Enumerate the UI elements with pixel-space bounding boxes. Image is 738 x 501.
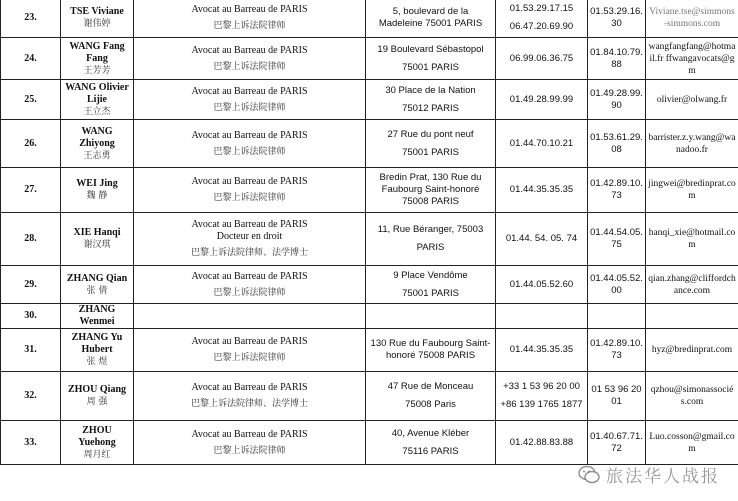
name-latin: ZHOU Yuehong: [78, 424, 116, 448]
email-address: olivier@olwang.fr: [656, 94, 728, 105]
address-line: PARIS: [416, 242, 445, 253]
title-cell: [134, 266, 366, 304]
fax-number: 01 53 96 20 01: [591, 384, 642, 407]
row-number: 31.: [24, 344, 37, 355]
address-line: 130 Rue du Faubourg Saint-honoré 75008 PARIS: [370, 338, 491, 361]
title-cell: [134, 0, 366, 38]
fax-cell: [588, 213, 646, 266]
address-line: 75008 Paris: [405, 399, 456, 410]
title-line-chinese: 巴黎上诉法院律师: [213, 61, 286, 72]
title-line-chinese: 巴黎上诉法院律师: [213, 102, 286, 113]
title-line: Avocat au Barreau de PARIS: [191, 219, 308, 230]
title-line-chinese: 巴黎上诉法院律师: [213, 353, 286, 363]
name-latin: ZHANG Yu Hubert: [71, 332, 123, 355]
title-line-chinese: 巴黎上诉法院律师、法学博士: [190, 399, 308, 409]
phone-cell: [496, 213, 588, 266]
title-cell: [134, 372, 366, 421]
fax-number: 01.53.29.16.30: [590, 6, 643, 29]
row-number-cell: [1, 372, 61, 421]
phone-number: 01.44. 54. 05. 74: [505, 233, 578, 244]
address-line: 75001 PARIS: [402, 61, 459, 73]
email-cell: [646, 80, 738, 120]
row-number: 28.: [24, 233, 37, 244]
name-latin: ZHANG Wenmei: [78, 304, 116, 327]
email-address: Luo.cosson@gmail.com: [649, 431, 735, 454]
name-cell: [61, 80, 134, 120]
address-line: Bredin Prat, 130 Rue du Faubourg Saint-honoré: [379, 172, 482, 195]
fax-number: 01.44.54.05.75: [590, 227, 643, 250]
address-line: 47 Rue de Monceau: [387, 381, 474, 392]
email-address: Viviane.tse@simmons-simmons.com: [649, 7, 735, 29]
phone-number: 01.44.35.35.35: [509, 184, 574, 195]
table-row: [1, 0, 738, 38]
name-cell: [61, 266, 134, 304]
row-number-cell: [1, 80, 61, 120]
phone-cell: [496, 329, 588, 372]
wechat-icon: [578, 465, 600, 485]
address-line: 40, Avenue Kléber: [391, 427, 470, 439]
title-line: Avocat au Barreau de PARIS: [191, 382, 308, 393]
row-number-cell: [1, 266, 61, 304]
row-number: 30.: [24, 310, 37, 321]
name-cell: [61, 329, 134, 372]
phone-cell: [496, 266, 588, 304]
fax-cell: [588, 38, 646, 80]
email-address: jingwei@bredinprat.com: [648, 179, 736, 201]
address-cell: [366, 0, 496, 38]
title-line: Avocat au Barreau de PARIS: [191, 85, 308, 97]
name-latin: WANG Olivier Lijie: [65, 81, 129, 105]
table-row: [1, 329, 738, 372]
table-row: [1, 120, 738, 168]
title-line-chinese: 巴黎上诉法院律师: [213, 146, 286, 157]
table-row: [1, 38, 738, 80]
address-cell: [366, 213, 496, 266]
fax-number: 01.42.89.10.73: [590, 178, 643, 201]
fax-number: 01.40.67.71.72: [590, 430, 643, 454]
email-cell: [646, 372, 738, 421]
row-number-cell: [1, 168, 61, 213]
row-number-cell: [1, 120, 61, 168]
phone-cell: [496, 0, 588, 38]
phone-number: +33 1 53 96 20 00: [503, 381, 580, 392]
title-line: Avocat au Barreau de PARIS: [191, 129, 308, 141]
row-number: 24.: [24, 52, 37, 64]
email-cell: [646, 168, 738, 213]
phone-cell: [496, 168, 588, 213]
fax-number: 01.84.10.79.88: [590, 46, 643, 70]
row-number-cell: [1, 38, 61, 80]
phone-number: 01.44.35.35.35: [509, 344, 574, 355]
address-cell: [366, 266, 496, 304]
address-cell: [366, 120, 496, 168]
name-chinese: 魏 静: [86, 191, 108, 201]
address-line: 30 Place de la Nation: [385, 84, 476, 96]
email-cell: [646, 213, 738, 266]
email-cell: [646, 38, 738, 80]
phone-cell: [496, 372, 588, 421]
name-cell: [61, 213, 134, 266]
email-cell: [646, 421, 738, 465]
address-line: 9 Place Vendôme: [393, 269, 468, 281]
fax-cell: [588, 372, 646, 421]
name-chinese: 周 强: [86, 397, 108, 407]
title-cell: [134, 168, 366, 213]
row-number: 29.: [24, 278, 37, 290]
fax-cell: [588, 304, 646, 329]
table-row: [1, 266, 738, 304]
row-number-cell: [1, 304, 61, 329]
name-chinese: 王志勇: [83, 150, 111, 161]
title-cell: [134, 80, 366, 120]
email-address: qian.zhang@cliffordchance.com: [648, 273, 736, 296]
title-cell: [134, 213, 366, 266]
row-number-cell: [1, 421, 61, 465]
fax-number: 01.49.28.99.90: [590, 87, 643, 111]
phone-number: 01.44.70.10.21: [509, 137, 574, 149]
address-line: Madeleine 75001 PARIS: [378, 18, 483, 29]
fax-cell: [588, 120, 646, 168]
name-cell: [61, 372, 134, 421]
fax-number: 01.42.89.10.73: [590, 338, 643, 361]
title-line: Avocat au Barreau de PARIS: [191, 270, 308, 282]
phone-number: 06.47.20.69.90: [509, 21, 574, 32]
phone-cell: [496, 80, 588, 120]
title-cell: [134, 421, 366, 465]
email-address: wangfangfang@hotmail.fr ffwangavocats@gm: [648, 41, 736, 76]
phone-cell: [496, 304, 588, 329]
fax-cell: [588, 329, 646, 372]
phone-number: +86 139 1765 1877: [500, 399, 583, 410]
address-line: 11, Rue Béranger, 75003: [377, 224, 484, 235]
email-cell: [646, 329, 738, 372]
name-latin: XIE Hanqi: [73, 227, 121, 238]
table-row: [1, 168, 738, 213]
name-latin: WEI Jing: [76, 178, 118, 189]
title-line: Avocat au Barreau de PARIS: [191, 428, 308, 440]
title-cell: [134, 329, 366, 372]
email-address: barrister.z.y.wang@wanadoo.fr: [648, 132, 736, 155]
address-line: 75001 PARIS: [402, 146, 459, 158]
address-line: 75001 PARIS: [402, 287, 459, 299]
row-number: 32.: [24, 390, 37, 401]
name-cell: [61, 0, 134, 38]
phone-number: 01.44.05.52.60: [509, 278, 574, 290]
phone-cell: [496, 120, 588, 168]
name-cell: [61, 38, 134, 80]
email-cell: [646, 120, 738, 168]
table-row: [1, 421, 738, 465]
table-row: [1, 372, 738, 421]
row-number: 27.: [24, 184, 37, 195]
row-number: 23.: [24, 12, 37, 23]
title-cell: [134, 120, 366, 168]
address-line: 27 Rue du pont neuf: [387, 128, 474, 140]
fax-number: 01.44.05.52.00: [590, 272, 643, 296]
address-cell: [366, 372, 496, 421]
address-cell: [366, 80, 496, 120]
name-chinese: 周月红: [83, 449, 111, 460]
title-cell: [134, 38, 366, 80]
name-latin: WANG Zhiyong: [79, 125, 115, 149]
email-address: qzhou@simonassociés.com: [650, 385, 734, 407]
email-cell: [646, 0, 738, 38]
address-line: 19 Boulevard Sébastopol: [377, 43, 484, 55]
name-chinese: 张 倩: [86, 285, 108, 296]
title-line-chinese: 巴黎上诉法院律师: [213, 445, 286, 456]
name-latin: ZHOU Qiang: [67, 384, 127, 395]
name-cell: [61, 120, 134, 168]
address-cell: [366, 168, 496, 213]
address-line: 75012 PARIS: [402, 102, 459, 114]
fax-cell: [588, 0, 646, 38]
address-line: 5, boulevard de la: [392, 6, 469, 17]
fax-cell: [588, 168, 646, 213]
row-number: 33.: [24, 436, 37, 448]
fax-cell: [588, 80, 646, 120]
fax-cell: [588, 266, 646, 304]
row-number-cell: [1, 329, 61, 372]
title-line: Avocat au Barreau de PARIS: [191, 176, 308, 187]
address-line: 75008 PARIS: [402, 196, 459, 207]
name-chinese: 王立杰: [83, 106, 111, 117]
row-number: 25.: [24, 93, 37, 105]
row-number-cell: [1, 213, 61, 266]
name-chinese: 谢汉琪: [83, 240, 111, 250]
name-cell: [61, 421, 134, 465]
table-row: [1, 80, 738, 120]
phone-number: 01.42.88.83.88: [509, 436, 574, 448]
name-cell: [61, 304, 134, 329]
email-cell: [646, 304, 738, 329]
fax-cell: [588, 421, 646, 465]
address-line: 75116 PARIS: [402, 445, 459, 457]
title-line-chinese: 巴黎上诉法院律师: [213, 193, 286, 203]
title-line: Avocat au Barreau de PARIS: [191, 336, 308, 347]
title-line: Avocat au Barreau de PARIS: [191, 44, 308, 56]
fax-number: 01.53.61.29.08: [590, 131, 643, 155]
row-number: 26.: [24, 137, 37, 149]
phone-number: 01.49.28.99.99: [509, 93, 574, 105]
watermark-text: 旅法华人战报: [606, 467, 720, 487]
phone-cell: [496, 421, 588, 465]
phone-cell: [496, 38, 588, 80]
name-latin: ZHANG Qian: [66, 272, 128, 284]
email-cell: [646, 266, 738, 304]
title-line: Docteur en droit: [216, 231, 283, 242]
table-row: [1, 213, 738, 266]
name-chinese: 王芳芳: [83, 65, 111, 76]
table-row: [1, 304, 738, 329]
title-cell: [134, 304, 366, 329]
phone-number: 06.99.06.36.75: [509, 52, 574, 64]
email-address: hyz@bredinprat.com: [651, 345, 733, 355]
address-cell: [366, 38, 496, 80]
name-latin: WANG Fang Fang: [69, 40, 125, 64]
title-line-chinese: 巴黎上诉法院律师、法学博士: [190, 248, 308, 258]
name-chinese: 谢伟婷: [83, 19, 111, 29]
title-line: Avocat au Barreau de PARIS: [191, 4, 308, 15]
name-cell: [61, 168, 134, 213]
name-latin: TSE Viviane: [70, 6, 124, 17]
watermark: [578, 462, 720, 487]
row-number-cell: [1, 0, 61, 38]
name-chinese: 张 煜: [86, 357, 108, 367]
title-line-chinese: 巴黎上诉法院律师: [213, 287, 286, 298]
address-cell: [366, 421, 496, 465]
phone-number: 01.53.29.17.15: [509, 3, 574, 14]
address-cell: [366, 304, 496, 329]
email-address: hanqi_xie@hotmail.com: [648, 228, 736, 250]
title-line-chinese: 巴黎上诉法院律师: [213, 21, 286, 31]
address-cell: [366, 329, 496, 372]
